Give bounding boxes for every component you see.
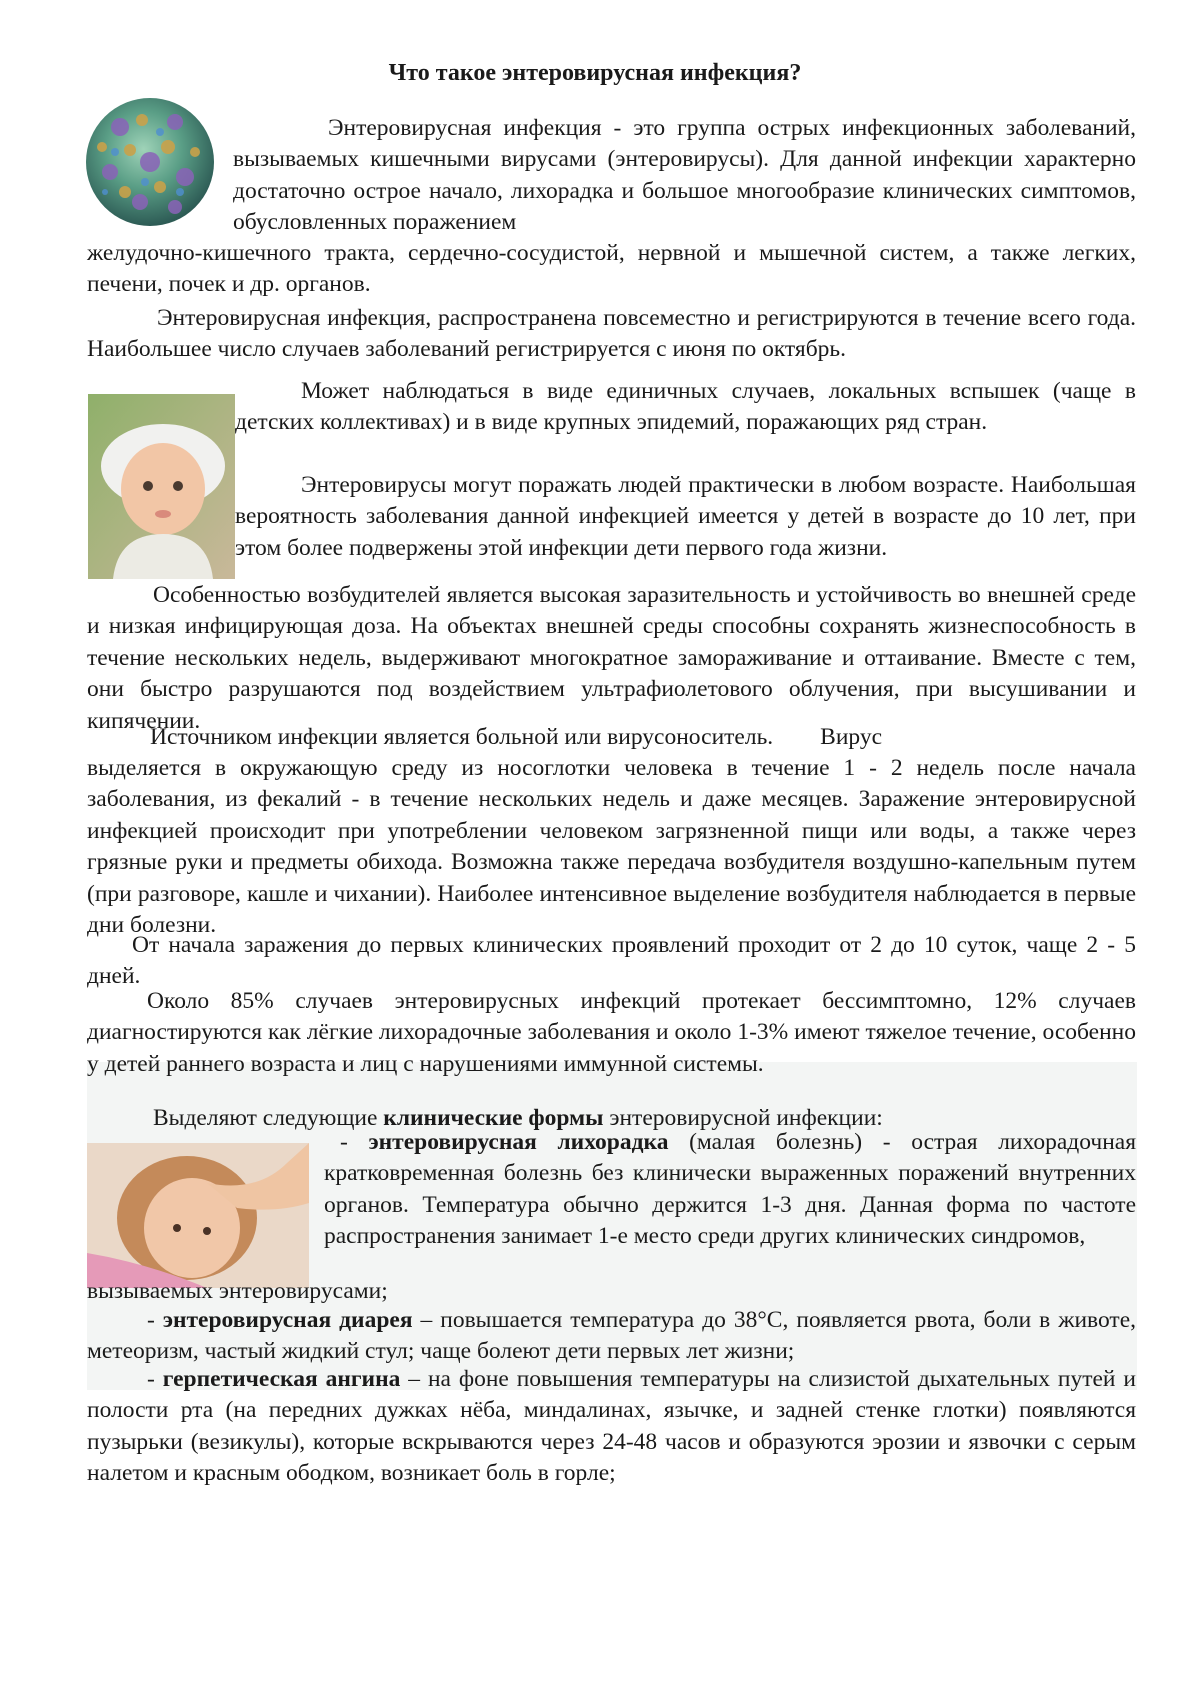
intro-paragraph-continued: желудочно-кишечного тракта, сердечно-сосудистой, нервной и мышечной систем, а также легких, печени, почек и др. органов.: [87, 240, 1136, 298]
form-enteroviral-diarrhea-text: – повышается температура до 38°С, появляется рвота, боли в животе, метеоризм, частый жидкий стул; чаще болеют дети первых лет жизни;: [87, 1307, 1137, 1365]
form-enteroviral-fever-tail: вызываемых энтеровирусами;: [87, 1278, 388, 1304]
form-herpangina: [87, 1364, 1136, 1490]
form-dash: -: [147, 1307, 163, 1333]
virus-image: [80, 92, 220, 232]
form-herpangina-text: – на фоне повышения температуры на слизистой дыхательных путей и полости рта (на передних дужках нёба, миндалинах, язычке, и задней стенке глотки) появляются пузырьки (везикулы), которые вскрываются через 24-48 часов и образуются эрозии и язвочки с серым налетом и красным ободком, возникает боль в горле;: [87, 1366, 1136, 1487]
outbreaks-paragraph: Может наблюдаться в виде единичных случаев, локальных вспышек (чаще в детских коллективах) и в виде крупных эпидемий, поражающих ряд стран.: [235, 378, 1136, 436]
source-paragraph-first-line: Источником инфекции является больной или вирусоноситель. Вирус: [150, 724, 883, 750]
form-enteroviral-fever-title: энтеровирусная лихорадка: [368, 1129, 669, 1155]
clinical-forms-bold: клинические формы: [383, 1105, 604, 1131]
sick-child-photo: [87, 1143, 309, 1288]
form-enteroviral-fever-text: (малая болезнь) - острая лихорадочная кратковременная болезнь без клинически выраженных поражений внутренних органов. Температура обычно держится 1-3 дня. Данная форма по частоте распространения занимает 1-е место среди других клинических синдромов,: [324, 1129, 1137, 1250]
pathogen-paragraph: Особенностью возбудителей является высокая заразительность и устойчивость во внешней среде и низкая инфицирующая доза. На объектах внешней среды способны сохранять жизнеспособность в течение нескольких недель, выдерживают многократное замораживание и оттаивание. Вместе с тем, они быстро разрушаются под воздействием ультрафиолетового облучения, при высушивании и кипячении.: [87, 582, 1136, 734]
statistics-paragraph: Около 85% случаев энтеровирусных инфекций протекает бессимптомно, 12% случаев диагностируются как лёгкие лихорадочные заболевания и около 1-3% имеют тяжелое течение, особенно у детей раннего возраста и лиц с нарушениями иммунной системы.: [87, 988, 1136, 1077]
form-enteroviral-fever: [324, 1127, 1136, 1253]
clinical-forms-prefix: Выделяют следующие: [153, 1105, 384, 1131]
prevalence-paragraph: Энтеровирусная инфекция, распространена повсеместно и регистрируются в течение всего года. Наибольшее число случаев заболеваний регистрируется с июня по октябрь.: [87, 305, 1136, 363]
form-dash: -: [340, 1129, 369, 1155]
age-paragraph: Энтеровирусы могут поражать людей практически в любом возрасте. Наибольшая вероятность заболевания данной инфекцией имеется у детей в возрасте до 10 лет, при этом более подвержены этой инфекции дети первого года жизни.: [235, 472, 1136, 561]
form-dash: -: [147, 1366, 163, 1392]
form-enteroviral-diarrhea: [87, 1305, 1136, 1368]
incubation-paragraph: От начала заражения до первых клинических проявлений проходит от 2 до 10 суток, чаще 2 - 5 дней.: [87, 932, 1136, 990]
page-title: Что такое энтеровирусная инфекция?: [388, 60, 802, 86]
baby-photo: [88, 394, 235, 579]
form-herpangina-title: герпетическая ангина: [162, 1366, 401, 1392]
form-enteroviral-diarrhea-title: энтеровирусная диарея: [162, 1307, 413, 1333]
intro-paragraph-indented: Энтеровирусная инфекция - это группа острых инфекционных заболеваний, вызываемых кишечными вирусами (энтеровирусы). Для данной инфекции характерно достаточно острое начало, лихорадка и большое многообразие клинических симптомов, обусловленных поражением: [233, 115, 1136, 236]
clinical-forms-suffix: энтеровирусной инфекции:: [603, 1105, 883, 1131]
source-paragraph: выделяется в окружающую среду из носоглотки человека в течение 1 - 2 недель после начала заболевания, из фекалий - в течение нескольких недель и даже месяцев. Заражение энтеровирусной инфекцией происходит при употреблении человеком загрязненной пищи или воды, а также через грязные руки и предметы обихода. Возможна также передача возбудителя воздушно-капельным путем (при разговоре, кашле и чихании). Наиболее интенсивное выделение возбудителя наблюдается в первые дни болезни.: [87, 755, 1136, 939]
